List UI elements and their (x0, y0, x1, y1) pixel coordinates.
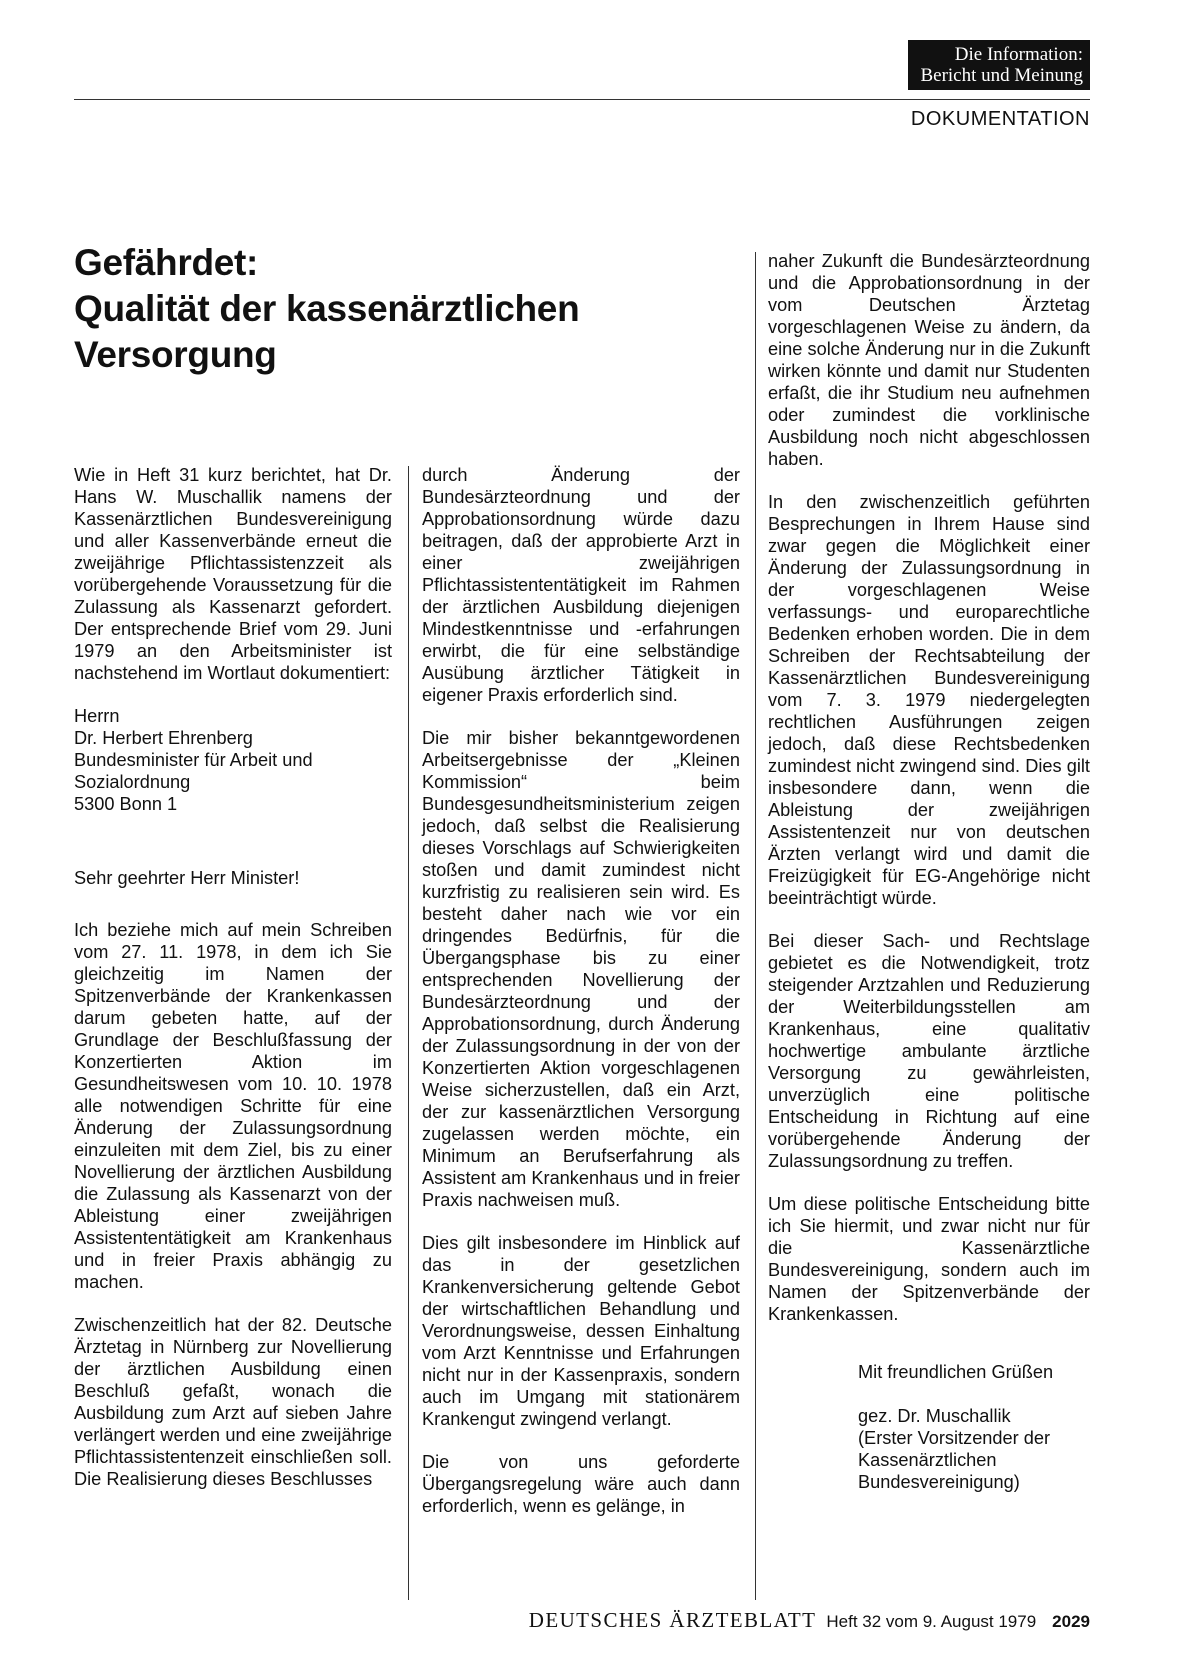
title-line-1: Gefährdet: (74, 242, 259, 283)
recipient-address (74, 705, 392, 815)
issue-info: Heft 32 vom 9. August 1979 (826, 1612, 1037, 1631)
address-line: 5300 Bonn 1 (74, 794, 178, 814)
signature-block (768, 1361, 1090, 1493)
badge-line-1: Die Information: (954, 44, 1083, 65)
column-3 (768, 250, 1090, 1493)
closing: Mit freundlichen Grüßen (858, 1362, 1054, 1382)
title-line-3: Versorgung (74, 334, 277, 375)
address-line: Sozialordnung (74, 772, 191, 792)
signature-line: gez. Dr. Muschallik (858, 1406, 1011, 1426)
body-paragraph: durch Änderung der Bundesärzteordnung und der Approbationsordnung würde dazu beitragen, daß der approbierte Arzt in einer zweijährigen Pflichtassistententätigkeit im Rahmen der ärztlichen Ausbildung diejenigen Mindestkenntnisse und -erfahrungen erwirbt, die für eine selbständige Ausübung ärztlicher Tätigkeit in eigener Praxis erforderlich sind. (422, 465, 740, 705)
badge-line-2: Bericht und Meinung (920, 65, 1083, 86)
body-paragraph: Ich beziehe mich auf mein Schreiben vom 27. 11. 1978, in dem ich Sie gleichzeitig im Namen der Spitzenverbände der Krankenkassen darum gebeten hatte, auf der Grundlage der Beschlußfassung der Konzertierten Aktion im Gesundheitswesen vom 10. 10. 1978 alle notwendigen Schritte für eine Änderung der Zulassungsordnung einzuleiten mit dem Ziel, bis zu einer Novellierung der ärztlichen Ausbildung die Zulassung als Kassenarzt von der Ableistung einer zweijährigen Assistententätigkeit am Krankenhaus und in freier Praxis abhängig zu machen. (74, 920, 392, 1292)
journal-name: DEUTSCHES ÄRZTEBLATT (528, 1608, 817, 1632)
signature-line: Kassenärztlichen (858, 1450, 997, 1470)
article-title (74, 240, 714, 378)
body-paragraph: Dies gilt insbesondere im Hinblick auf das in der gesetzlichen Krankenversicherung geltende Gebot der wirtschaftlichen Behandlung und Verordnungsweise, dessen Einhaltung vom Arzt Kenntnisse und Erfahrungen nicht nur in der Kassenpraxis, sondern auch im Umgang mit stationärem Krankengut zwingend verlangt. (422, 1233, 740, 1429)
section-badge (908, 40, 1090, 90)
salutation: Sehr geehrter Herr Minister! (74, 868, 300, 888)
address-line: Bundesminister für Arbeit und (74, 750, 313, 770)
page-footer (529, 1608, 1090, 1633)
page-number: 2029 (1052, 1612, 1090, 1631)
address-line: Herrn (74, 706, 120, 726)
body-paragraph: In den zwischenzeitlich geführten Besprechungen in Ihrem Hause sind zwar gegen die Möglichkeit einer Änderung der Zulassungsordnung in der vorgeschlagenen Weise verfassungs- und europarechtliche Bedenken erhoben worden. Die in dem Schreiben der Rechtsabteilung der Kassenärztlichen Bundesvereinigung vom 7. 3. 1979 niedergelegten rechtlichen Ausführungen zeigen jedoch, daß diese Rechtsbedenken zumindest nicht zwingend sind. Dies gilt insbesondere dann, wenn die Ableistung der zweijährigen Assistentenzeit nur von deutschen Ärzten verlangt wird und damit die Freizügigkeit für EG-Angehörige nicht beeinträchtigt würde. (768, 492, 1090, 908)
header-rule (74, 99, 1090, 100)
column-divider-1 (408, 466, 409, 1600)
intro-paragraph: Wie in Heft 31 kurz berichtet, hat Dr. Hans W. Muschallik namens der Kassenärztlichen Bundesvereinigung und aller Kassenverbände erneut die zweijährige Pflichtassistenzzeit als vorübergehende Voraussetzung für die Zulassung als Kassenarzt gefordert. Der entsprechende Brief vom 29. Juni 1979 an den Arbeitsminister ist nachstehend im Wortlaut dokumentiert: (74, 465, 392, 683)
column-divider-2 (755, 252, 756, 1600)
column-1 (74, 464, 392, 1511)
address-line: Dr. Herbert Ehrenberg (74, 728, 253, 748)
column-2 (422, 464, 740, 1538)
body-paragraph: Um diese politische Entscheidung bitte ich Sie hiermit, und zwar nicht nur für die Kassenärztliche Bundesvereinigung, sondern auch im Namen der Spitzenverbände der Krankenkassen. (768, 1194, 1090, 1324)
body-paragraph: naher Zukunft die Bundesärzteordnung und die Approbationsordnung in der vom Deutschen Ärztetag vorgeschlagenen Weise zu ändern, da eine solche Änderung nur in die Zukunft wirken könnte und damit nur Studenten erfaßt, die ihr Studium neu aufnehmen oder zumindest die vorklinische Ausbildung noch nicht abgeschlossen haben. (768, 251, 1090, 469)
body-paragraph: Die mir bisher bekanntgewordenen Arbeitsergebnisse der „Kleinen Kommission“ beim Bundesgesundheitsministerium zeigen jedoch, daß selbst die Realisierung dieses Vorschlags auf Schwierigkeiten stoßen und damit zumindest nicht kurzfristig zu realisieren sein wird. Es besteht daher nach wie vor ein dringendes Bedürfnis, für die Übergangsphase bis zu einer entsprechenden Novellierung der Bundesärzteordnung und der Approbationsordnung, durch Änderung der Zulassungsordnung in der von der Konzertierten Aktion vorgeschlagenen Weise sicherzustellen, daß ein Arzt, der zur kassenärztlichen Versorgung zugelassen werden möchte, ein Minimum an Berufserfahrung als Assistent am Krankenhaus und in freier Praxis nachweisen muß. (422, 728, 740, 1210)
body-paragraph: Die von uns geforderte Übergangsregelung wäre auch dann erforderlich, wenn es gelänge, in (422, 1452, 740, 1516)
body-paragraph: Zwischenzeitlich hat der 82. Deutsche Ärztetag in Nürnberg zur Novellierung der ärztlichen Ausbildung einen Beschluß gefaßt, wonach die Ausbildung zum Arzt auf sieben Jahre verlängert werden und eine zweijährige Pflichtassistentenzeit einschließen soll. Die Realisierung dieses Beschlusses (74, 1315, 392, 1489)
body-paragraph: Bei dieser Sach- und Rechtslage gebietet es die Notwendigkeit, trotz steigender Arztzahlen und Reduzierung der Weiterbildungsstellen am Krankenhaus, eine qualitativ hochwertige ambulante ärztliche Versorgung zu gewährleisten, unverzüglich eine politische Entscheidung in Richtung auf eine vorübergehende Änderung der Zulassungsordnung zu treffen. (768, 931, 1090, 1171)
signature-line: Bundesvereinigung) (858, 1472, 1020, 1492)
title-line-2: Qualität der kassenärztlichen (74, 288, 580, 329)
signature-line: (Erster Vorsitzender der (858, 1428, 1051, 1448)
section-label: DOKUMENTATION (910, 108, 1090, 130)
